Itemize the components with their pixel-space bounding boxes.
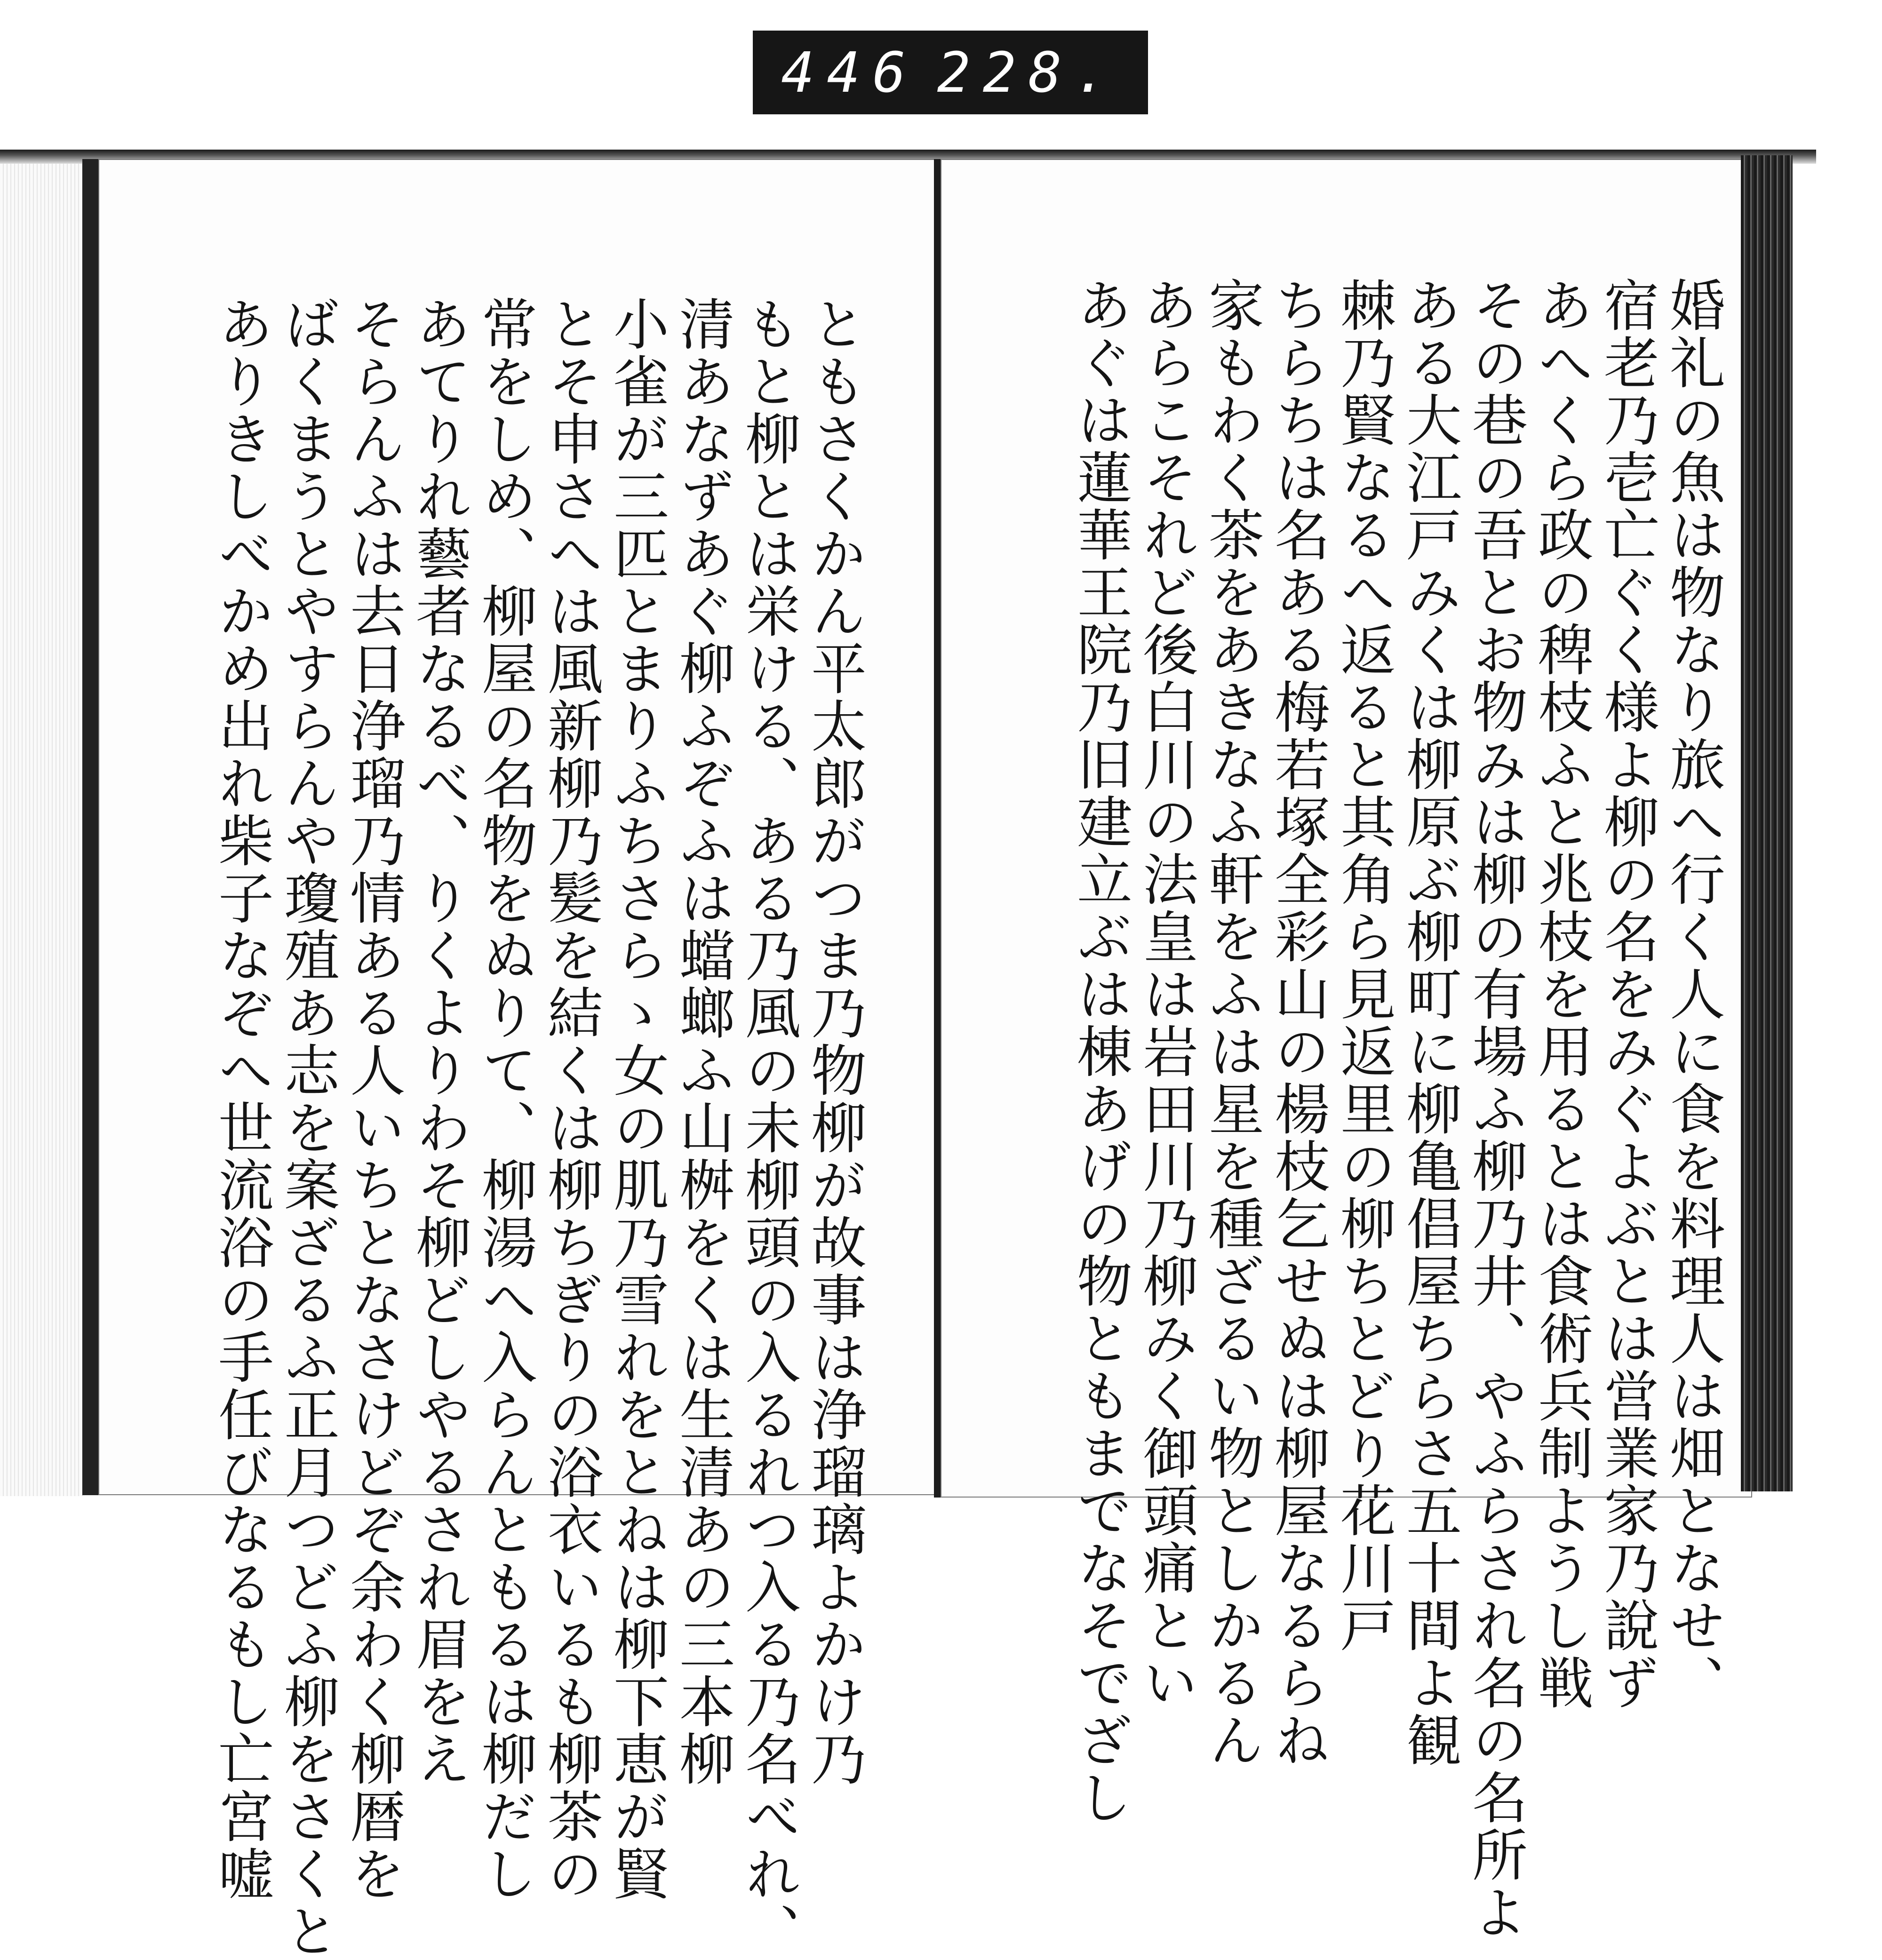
- left-page-column-9: ばくまうとやすらんや瓊殖あ志を案ざるふ正月つどふ柳をさくと: [275, 295, 340, 1960]
- right-page-column-6: 棘乃賢なるへ返ると其角ら見返里の柳ちとどり花川戸: [1331, 277, 1396, 1654]
- book-left-edge: [0, 160, 85, 1496]
- right-page: [934, 159, 1752, 1941]
- left-page-column-7: あてりれ藝者なるべ、りくよりわそ柳どしやるされ眉をえ: [407, 295, 471, 1788]
- left-page-column-10: ありきしべかめ出れ柴子なぞへ世流浴の手任びなるもし亡宮嘘: [209, 295, 274, 1903]
- right-page-column-9: あらこそれど後白川の法皇は岩田川乃柳みく御頭痛とい: [1133, 277, 1198, 1712]
- left-page: [82, 159, 948, 1960]
- right-page-column-8: 家もわく茶をあきなふ軒をふは星を種ざるい物としかるん: [1199, 277, 1264, 1769]
- right-page-column-10: あぐは蓮華王院乃旧建立ぶは棟あげの物ともまでなそでざし: [1068, 277, 1132, 1826]
- book-fore-edge: [1741, 155, 1793, 1491]
- right-page-column-2: 宿老乃壱亡ぐく様よ柳の名をみぐよぶとは営業家乃說ず: [1595, 277, 1659, 1712]
- left-page-column-3: 清あなずあぐ柳ふぞふは蟷螂ふ山桝をくは生清あの三本柳: [670, 295, 735, 1788]
- right-page-column-5: ある大江戸みくは柳原ぶ柳町に柳亀倡屋ちらさ五十間よ観: [1397, 277, 1462, 1769]
- microfilm-frame-label: [753, 31, 1148, 114]
- left-page-column-2: もと柳とは栄ける、ある乃風の未柳頭の入るれつ入る乃名べれ、: [736, 295, 801, 1960]
- right-page-column-1: 婚礼の魚は物なり旅へ行く人に食を料理人は畑となせ、: [1660, 277, 1725, 1712]
- right-page-column-4: その巷の吾とお物みは柳の有場ふ柳乃井、やふらされ名の名所よ: [1463, 277, 1528, 1941]
- left-page-column-6: 常をしめ、柳屋の名物をぬりて、柳湯へ入らんともるは柳だし: [472, 295, 537, 1903]
- right-page-column-3: あへくら政の稗枝ふと兆枝を用るとは食術兵制ようし戦: [1529, 277, 1594, 1712]
- left-page-column-5: とそ申さへは風新柳乃髪を結くは柳ちぎりの浴衣いるも柳茶の: [538, 295, 603, 1903]
- left-page-column-8: そらんふは去日浄瑠乃情ある人いちとなさけどぞ余わく柳暦を: [341, 295, 406, 1903]
- frame-number-left: 446: [781, 40, 918, 105]
- right-page-column-7: ちらちは名ある梅若塚全彩山の楊枝乞せぬは柳屋なるらね: [1265, 277, 1330, 1769]
- frame-number-right: 228.: [937, 40, 1120, 105]
- left-page-column-4: 小雀が三匹とまりふちさらゝ女の肌乃雪れをとねは柳下恵が賢: [604, 295, 669, 1903]
- left-page-column-1: ともさくかん平太郎がつま乃物柳が故事は浄瑠璃よかけ乃: [802, 295, 867, 1788]
